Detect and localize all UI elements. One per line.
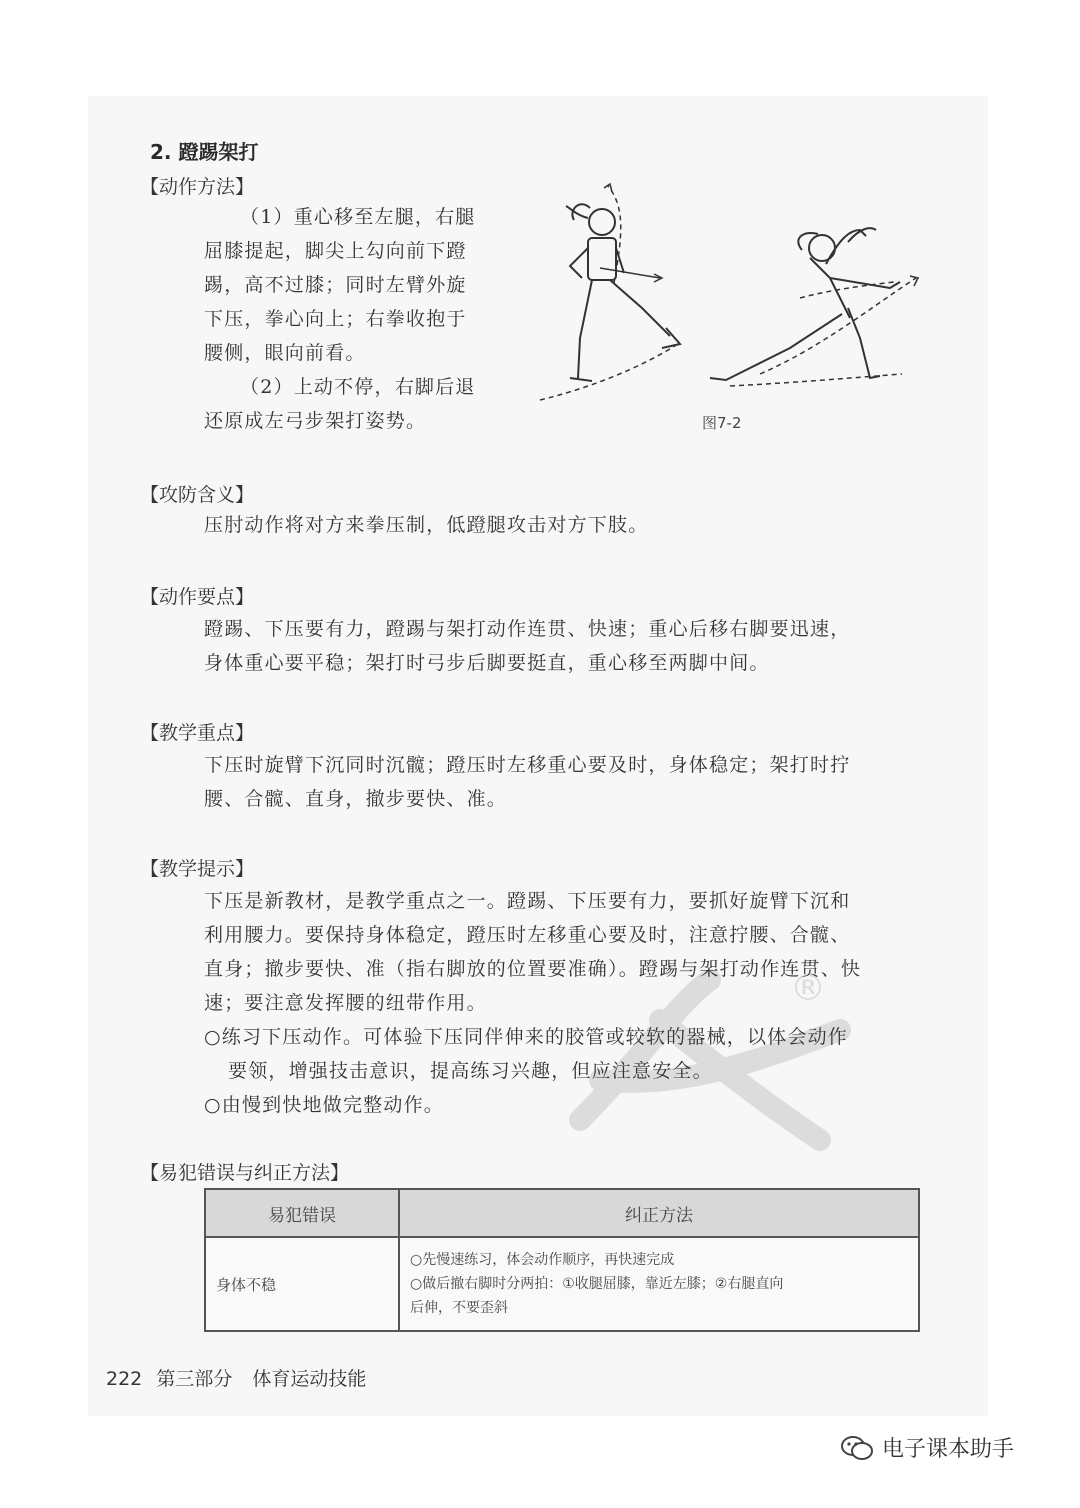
correction-cell [399,1237,919,1331]
tips-line: 下压是新教材，是教学重点之一。蹬踢、下压要有力，要抓好旋臂下沉和 [204,890,851,912]
page-number: 222 [106,1368,143,1390]
meaning-heading: 【攻防含义】 [140,484,255,506]
method-line: （2）上动不停，右脚后退 [240,376,476,398]
method-line: 踢，高不过膝；同时左臂外旋 [204,274,467,296]
keypoints-text [204,612,850,680]
correction-line: 后伸，不要歪斜 [410,1300,508,1316]
kick-figure-illustration [530,178,930,408]
tips-line: 速；要注意发挥腰的纽带作用。 [204,992,487,1014]
brand-watermark [840,1432,1014,1463]
tips-line: 利用腰力。要保持身体稳定，蹬压时左移重心要及时，注意拧腰、合髋、 [204,924,851,946]
focus-line: 腰、合髋、直身，撤步要快、准。 [204,788,508,810]
method-heading: 【动作方法】 [140,176,255,198]
method-line: 下压，拳心向上；右拳收抱于 [204,308,467,330]
focus-line: 下压时旋臂下沉同时沉髋；蹬压时左移重心要及时，身体稳定；架打时拧 [204,754,851,776]
figure-2-lunge-strike [710,228,918,386]
tips-bullet: ○由慢到快地做完整动作。 [204,1094,444,1116]
error-cell: 身体不稳 [205,1237,399,1331]
keypoints-line: 蹬踢、下压要有力，蹬踢与架打动作连贯、快速；重心后移右脚要迅速， [204,618,851,640]
table-row [205,1237,919,1331]
focus-text [204,748,850,816]
keypoints-line: 身体重心要平稳；架打时弓步后脚要挺直，重心移至两脚中间。 [204,652,770,674]
keypoints-heading: 【动作要点】 [140,586,255,608]
method-line: （1）重心移至左腿，右腿 [240,206,476,228]
tips-text [204,884,861,1122]
correction-line: ○先慢速练习，体会动作顺序，再快速完成 [410,1252,675,1268]
section-title: 2. 蹬踢架打 [150,140,259,164]
table-header-row [205,1189,919,1237]
correction-line: ○做后撤右脚时分两拍：①收腿屈膝，靠近左膝；②右腿直向 [410,1276,784,1292]
errors-heading: 【易犯错误与纠正方法】 [140,1162,350,1184]
chapter-label: 体育运动技能 [252,1368,367,1390]
tips-line: 直身；撤步要快、准（指右脚放的位置要准确）。蹬踢与架打动作连贯、快 [204,958,862,980]
page-footer [106,1364,366,1391]
meaning-text: 压肘动作将对方来拳压制，低蹬腿攻击对方下肢。 [204,514,649,536]
figure-caption: 图7-2 [702,414,742,432]
wechat-icon [840,1434,874,1462]
method-text [204,200,524,438]
column-header-correction: 纠正方法 [399,1189,919,1237]
tips-bullet: ○练习下压动作。可体验下压同伴伸来的胶管或较软的器械，以体会动作 [204,1026,848,1048]
figure-1-standing-kick [540,184,680,400]
method-line: 屈膝提起，脚尖上勾向前下蹬 [204,240,467,262]
part-label: 第三部分 [156,1368,233,1390]
registered-mark: ® [790,968,826,1009]
brand-name: 电子课本助手 [882,1437,1015,1462]
errors-table [204,1188,920,1332]
method-line: 腰侧，眼向前看。 [204,342,366,364]
method-line: 还原成左弓步架打姿势。 [204,410,427,432]
tips-bullet-continuation: 要领，增强技击意识，提高练习兴趣，但应注意安全。 [228,1060,713,1082]
tips-heading: 【教学提示】 [140,858,255,880]
column-header-error: 易犯错误 [205,1189,399,1237]
focus-heading: 【教学重点】 [140,722,255,744]
